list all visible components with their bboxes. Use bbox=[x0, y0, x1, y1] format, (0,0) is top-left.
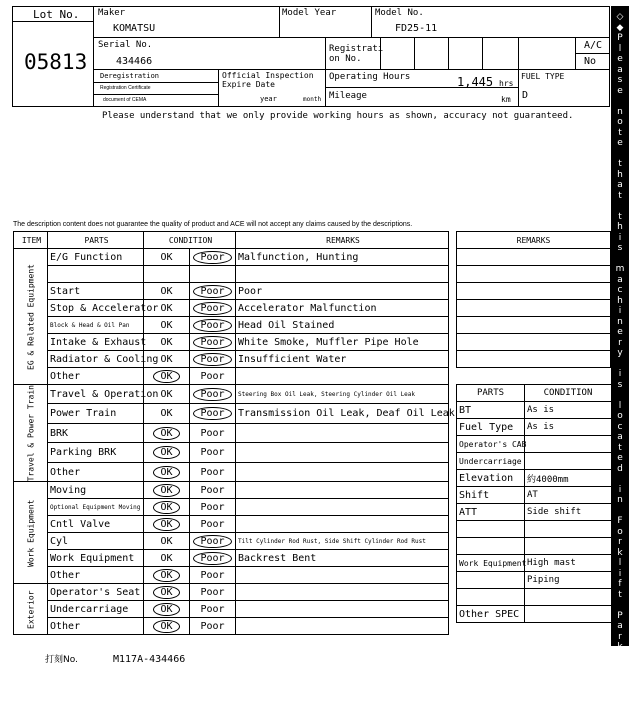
poor-cell bbox=[190, 283, 236, 300]
ok-cell bbox=[144, 404, 190, 423]
spec-row bbox=[457, 470, 612, 487]
spec-part: ATT bbox=[457, 504, 525, 521]
serial-label: Serial No. bbox=[98, 40, 153, 50]
spec-row bbox=[457, 555, 612, 572]
spec-condition: As is bbox=[525, 419, 612, 436]
poor-cell bbox=[190, 351, 236, 368]
remark-text: Poor bbox=[236, 283, 449, 300]
poor-option: Poor bbox=[193, 388, 231, 401]
poor-option: Poor bbox=[193, 407, 231, 420]
km-unit: km bbox=[501, 95, 511, 104]
remarks-row bbox=[457, 266, 611, 283]
ok-option: OK bbox=[153, 370, 179, 383]
ok-cell bbox=[144, 516, 190, 533]
poor-cell bbox=[190, 499, 236, 516]
poor-option: Poor bbox=[200, 484, 225, 496]
remark-text bbox=[236, 266, 449, 283]
condition-row bbox=[14, 300, 449, 317]
header-parts: PARTS bbox=[48, 232, 144, 249]
remark-text: Head Oil Stained bbox=[236, 317, 449, 334]
item-group-label: EG & Related Equipment bbox=[14, 249, 48, 385]
remarks-row bbox=[457, 334, 611, 351]
poor-option: Poor bbox=[200, 466, 225, 478]
maker-label: Maker bbox=[98, 8, 126, 18]
header-condition: CONDITION bbox=[144, 232, 236, 249]
poor-cell bbox=[190, 584, 236, 601]
remark-text bbox=[236, 462, 449, 482]
model-no-value: FD25-11 bbox=[395, 23, 438, 34]
poor-option: Poor bbox=[200, 586, 225, 598]
remarks-header: REMARKS bbox=[457, 232, 611, 249]
ok-option: OK bbox=[153, 586, 179, 599]
condition-row bbox=[14, 266, 449, 283]
remark-text: White Smoke, Muffler Pipe Hole bbox=[236, 334, 449, 351]
poor-option: Poor bbox=[193, 251, 231, 264]
condition-row bbox=[14, 499, 449, 516]
ok-cell bbox=[144, 462, 190, 482]
ok-cell bbox=[144, 368, 190, 385]
spec-part: Elevation bbox=[457, 470, 525, 487]
spec-row bbox=[457, 419, 612, 436]
month-label: month bbox=[303, 96, 322, 103]
part-name: Cyl bbox=[48, 533, 144, 550]
spec-part: Fuel Type bbox=[457, 419, 525, 436]
spec-row bbox=[457, 436, 612, 453]
condition-row bbox=[14, 516, 449, 533]
condition-row bbox=[14, 317, 449, 334]
ok-cell bbox=[144, 567, 190, 584]
model-no-label: Model No. bbox=[375, 8, 424, 18]
fuel-type-label: FUEL TYPE bbox=[521, 72, 565, 81]
spec-part: Undercarriage bbox=[457, 453, 525, 470]
spec-row bbox=[457, 453, 612, 470]
poor-cell bbox=[190, 249, 236, 266]
spec-condition: Piping bbox=[525, 572, 612, 589]
part-name: Radiator & Cooling bbox=[48, 351, 144, 368]
condition-row bbox=[14, 351, 449, 368]
condition-row bbox=[14, 334, 449, 351]
spec-row bbox=[457, 589, 612, 606]
spec-condition bbox=[525, 538, 612, 555]
spec-condition bbox=[525, 589, 612, 606]
row-divider bbox=[94, 69, 610, 70]
poor-cell bbox=[190, 482, 236, 499]
item-group-label: Travel & Power Train bbox=[14, 385, 48, 482]
condition-row bbox=[14, 283, 449, 300]
disclaimer: The description content does not guarantee the quality of product and ACE will not accept any claims caused by the descriptions. bbox=[13, 221, 413, 228]
remark-text: Accelerator Malfunction bbox=[236, 300, 449, 317]
ok-option: OK bbox=[160, 535, 173, 547]
part-name: Other bbox=[48, 618, 144, 635]
poor-option: Poor bbox=[200, 518, 225, 530]
poor-option: Poor bbox=[193, 552, 231, 565]
ac-label: A/C bbox=[584, 40, 603, 51]
poor-option: Poor bbox=[200, 370, 225, 382]
fuel-type-value: D bbox=[522, 90, 529, 101]
part-name: Power Train bbox=[48, 404, 144, 423]
spec-condition bbox=[525, 436, 612, 453]
spec-part bbox=[457, 572, 525, 589]
spec-row bbox=[457, 538, 612, 555]
condition-row bbox=[14, 249, 449, 266]
poor-cell bbox=[190, 601, 236, 618]
ok-option: OK bbox=[160, 251, 173, 263]
condition-row bbox=[14, 385, 449, 404]
ok-cell bbox=[144, 283, 190, 300]
stamp-label: 打刻No. bbox=[45, 655, 78, 665]
remark-text: Steering Box Oil Leak, Steering Cylinder Oil Leak bbox=[236, 385, 449, 404]
hrs-unit: hrs bbox=[499, 79, 514, 88]
condition-row bbox=[14, 462, 449, 482]
parts-spec-table bbox=[456, 384, 612, 623]
header-remarks: REMARKS bbox=[236, 232, 449, 249]
ok-cell bbox=[144, 423, 190, 442]
remark-text bbox=[236, 516, 449, 533]
ok-option: OK bbox=[153, 569, 179, 582]
ok-cell bbox=[144, 249, 190, 266]
part-name: Block & Head & Oil Pan bbox=[48, 317, 144, 334]
row-divider bbox=[94, 94, 218, 95]
remarks-row bbox=[457, 249, 611, 266]
lot-number: 05813 bbox=[24, 50, 88, 74]
remark-text: Insufficient Water bbox=[236, 351, 449, 368]
spec-condition bbox=[525, 606, 612, 623]
condition-row bbox=[14, 533, 449, 550]
spec-row bbox=[457, 402, 612, 419]
ok-option: OK bbox=[153, 427, 179, 440]
ok-cell bbox=[144, 266, 190, 283]
col-divider bbox=[218, 69, 219, 107]
ok-option: OK bbox=[153, 446, 179, 459]
parts-header: PARTS bbox=[457, 385, 525, 402]
spec-row bbox=[457, 487, 612, 504]
poor-option: Poor bbox=[200, 603, 225, 615]
poor-cell bbox=[190, 334, 236, 351]
deregistration-label: Deregistration bbox=[100, 72, 160, 80]
part-name: Other bbox=[48, 462, 144, 482]
item-group-label: Exterior bbox=[14, 584, 48, 635]
item-group-label: Work Equipment bbox=[14, 482, 48, 584]
spec-part: Work Equipment bbox=[457, 555, 525, 572]
condition-row bbox=[14, 368, 449, 385]
poor-option: Poor bbox=[193, 535, 231, 548]
poor-option: Poor bbox=[200, 427, 225, 439]
poor-cell bbox=[190, 266, 236, 283]
part-name: Other bbox=[48, 567, 144, 584]
condition-row bbox=[14, 567, 449, 584]
ok-cell bbox=[144, 584, 190, 601]
poor-cell bbox=[190, 443, 236, 462]
serial-value: 434466 bbox=[116, 56, 153, 67]
spec-part: Shift bbox=[457, 487, 525, 504]
header-block bbox=[12, 6, 610, 107]
condition-table bbox=[13, 231, 455, 635]
col-divider bbox=[371, 6, 372, 37]
spec-row bbox=[457, 572, 612, 589]
lot-label: Lot No. bbox=[33, 8, 80, 21]
col-divider bbox=[325, 37, 326, 107]
condition-row bbox=[14, 618, 449, 635]
reg-cert-label: Registration Certificate bbox=[100, 85, 151, 91]
poor-option: Poor bbox=[200, 501, 225, 513]
part-name: Moving bbox=[48, 482, 144, 499]
operating-hours-label: Operating Hours bbox=[329, 72, 411, 82]
ok-option: OK bbox=[160, 408, 173, 420]
part-name: Stop & Accelerator bbox=[48, 300, 144, 317]
ok-cell bbox=[144, 618, 190, 635]
poor-cell bbox=[190, 385, 236, 404]
remark-text: Tilt Cylinder Rod Rust, Side Shift Cylinder Rod Rust bbox=[236, 533, 449, 550]
ok-cell bbox=[144, 499, 190, 516]
spec-condition: AT bbox=[525, 487, 612, 504]
spec-condition bbox=[525, 521, 612, 538]
remark-text bbox=[236, 601, 449, 618]
poor-cell bbox=[190, 550, 236, 567]
condition-header: CONDITION bbox=[525, 385, 612, 402]
part-name: Travel & Operation bbox=[48, 385, 144, 404]
remark-text: Malfunction, Hunting bbox=[236, 249, 449, 266]
ok-option: OK bbox=[160, 353, 173, 365]
ok-option: OK bbox=[160, 336, 173, 348]
part-name: Start bbox=[48, 283, 144, 300]
ok-option: OK bbox=[153, 501, 179, 514]
poor-option: Poor bbox=[200, 569, 225, 581]
condition-row bbox=[14, 443, 449, 462]
remarks-table bbox=[456, 231, 611, 368]
remarks-row bbox=[457, 300, 611, 317]
spec-condition bbox=[525, 453, 612, 470]
remark-text bbox=[236, 618, 449, 635]
ok-option: OK bbox=[153, 466, 179, 479]
ok-option: OK bbox=[160, 552, 173, 564]
row-divider bbox=[94, 82, 218, 83]
col-divider bbox=[482, 37, 483, 69]
part-name: Work Equipment bbox=[48, 550, 144, 567]
part-name bbox=[48, 266, 144, 283]
col-divider bbox=[518, 37, 519, 107]
spec-part: Other SPEC bbox=[457, 606, 525, 623]
remark-text bbox=[236, 423, 449, 442]
poor-cell bbox=[190, 404, 236, 423]
remarks-row bbox=[457, 351, 611, 368]
spec-row bbox=[457, 521, 612, 538]
ok-option: OK bbox=[160, 388, 173, 400]
part-name: BRK bbox=[48, 423, 144, 442]
ok-cell bbox=[144, 601, 190, 618]
ok-option: OK bbox=[153, 518, 179, 531]
remarks-row bbox=[457, 317, 611, 334]
stamp-value: M117A-434466 bbox=[113, 654, 186, 665]
ok-option: OK bbox=[160, 319, 173, 331]
spec-row bbox=[457, 504, 612, 521]
remark-text bbox=[236, 584, 449, 601]
spec-condition: As is bbox=[525, 402, 612, 419]
poor-cell bbox=[190, 567, 236, 584]
remark-text: Backrest Bent bbox=[236, 550, 449, 567]
spec-part bbox=[457, 521, 525, 538]
poor-option: Poor bbox=[193, 353, 231, 366]
year-label: year bbox=[260, 95, 277, 103]
remarks-row bbox=[457, 283, 611, 300]
col-divider bbox=[279, 6, 280, 37]
ok-option: OK bbox=[160, 302, 173, 314]
spec-condition: Side shift bbox=[525, 504, 612, 521]
part-name: Optional Equipment Moving bbox=[48, 499, 144, 516]
poor-cell bbox=[190, 462, 236, 482]
condition-row bbox=[14, 584, 449, 601]
spec-condition: High mast bbox=[525, 555, 612, 572]
ok-option: OK bbox=[153, 620, 179, 633]
spec-part: BT bbox=[457, 402, 525, 419]
col-divider bbox=[575, 37, 576, 69]
ok-option: OK bbox=[160, 285, 173, 297]
poor-cell bbox=[190, 516, 236, 533]
ok-option: OK bbox=[153, 603, 179, 616]
remark-text bbox=[236, 443, 449, 462]
poor-cell bbox=[190, 317, 236, 334]
inspection-label: Official Inspection Expire Date bbox=[222, 71, 314, 89]
poor-option: Poor bbox=[193, 319, 231, 332]
condition-row bbox=[14, 404, 449, 423]
registration-label: Registrati on No. bbox=[329, 44, 384, 64]
spec-condition: 約4000mm bbox=[525, 470, 612, 487]
condition-row bbox=[14, 482, 449, 499]
ok-option: OK bbox=[153, 484, 179, 497]
header-item: ITEM bbox=[14, 232, 48, 249]
ok-cell bbox=[144, 550, 190, 567]
poor-option: Poor bbox=[193, 285, 231, 298]
ok-cell bbox=[144, 443, 190, 462]
spec-row bbox=[457, 606, 612, 623]
poor-cell bbox=[190, 533, 236, 550]
spec-part bbox=[457, 589, 525, 606]
poor-cell bbox=[190, 300, 236, 317]
poor-option: Poor bbox=[200, 620, 225, 632]
ok-cell bbox=[144, 334, 190, 351]
mileage-label: Mileage bbox=[329, 91, 367, 101]
remark-text bbox=[236, 567, 449, 584]
col-divider bbox=[414, 37, 415, 69]
poor-option: Poor bbox=[193, 302, 231, 315]
operating-hours-value: 1,445 bbox=[457, 75, 494, 89]
remark-text bbox=[236, 499, 449, 516]
row-divider bbox=[575, 53, 610, 54]
poor-option: Poor bbox=[200, 447, 225, 459]
poor-cell bbox=[190, 368, 236, 385]
spec-part bbox=[457, 538, 525, 555]
condition-row bbox=[14, 550, 449, 567]
ok-cell bbox=[144, 482, 190, 499]
remark-text bbox=[236, 482, 449, 499]
condition-row bbox=[14, 423, 449, 442]
part-name: E/G Function bbox=[48, 249, 144, 266]
ok-cell bbox=[144, 533, 190, 550]
poor-cell bbox=[190, 423, 236, 442]
part-name: Other bbox=[48, 368, 144, 385]
row-divider bbox=[94, 37, 610, 38]
ac-value: No bbox=[584, 56, 597, 67]
model-year-label: Model Year bbox=[282, 8, 337, 18]
poor-option: Poor bbox=[193, 336, 231, 349]
part-name: Parking BRK bbox=[48, 443, 144, 462]
part-name: Undercarriage bbox=[48, 601, 144, 618]
spec-part: Operator's CAB bbox=[457, 436, 525, 453]
ok-cell bbox=[144, 317, 190, 334]
poor-cell bbox=[190, 618, 236, 635]
side-notice-text: ◇ ◆ P l e a s e n o t e t h a t t h i s m a c h i n e r y i s l o c a t e d i n F o r k l i f t P a r k i n g ◇ ◆ bbox=[615, 12, 625, 705]
maker-value: KOMATSU bbox=[113, 23, 156, 34]
part-name: Cntl Valve bbox=[48, 516, 144, 533]
remark-text: Transmission Oil Leak, Deaf Oil Leak bbox=[236, 404, 449, 423]
hours-notice: Please understand that we only provide working hours as shown, accuracy not guaranteed. bbox=[102, 111, 574, 121]
condition-row bbox=[14, 601, 449, 618]
col-divider bbox=[448, 37, 449, 69]
remark-text bbox=[236, 368, 449, 385]
part-name: Intake & Exhaust bbox=[48, 334, 144, 351]
part-name: Operator's Seat bbox=[48, 584, 144, 601]
cema-label: document of CEMA bbox=[103, 97, 147, 103]
